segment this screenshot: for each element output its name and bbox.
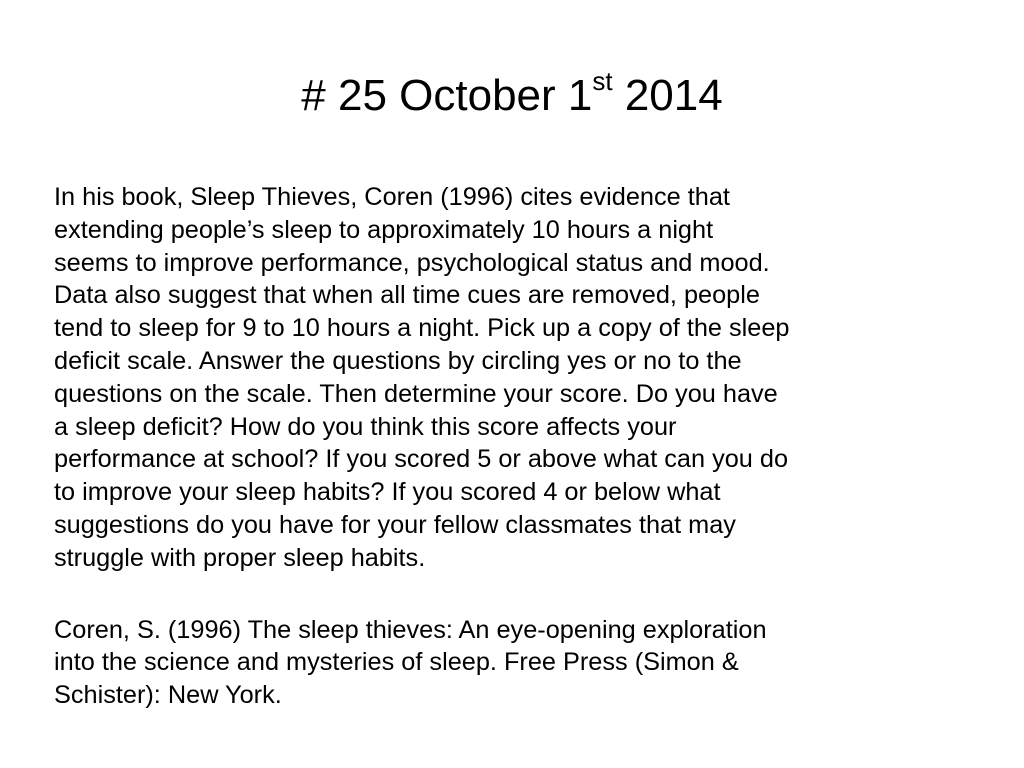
body-line: to improve your sleep habits? If you scored 4 or below what xyxy=(54,478,721,507)
body-paragraph xyxy=(54,181,972,575)
body-line: suggestions do you have for your fellow classmates that may xyxy=(54,510,736,539)
slide-title-suffix: 2014 xyxy=(612,71,723,120)
reference-line: into the science and mysteries of sleep. Free Press (Simon & xyxy=(54,648,739,677)
body-line: deficit scale. Answer the questions by circling yes or no to the xyxy=(54,346,742,375)
slide-content xyxy=(54,181,972,712)
reference-citation xyxy=(54,614,972,712)
slide-title xyxy=(0,66,1024,126)
reference-line: Coren, S. (1996) The sleep thieves: An eye-opening exploration xyxy=(54,615,767,644)
body-line: In his book, Sleep Thieves, Coren (1996) cites evidence that xyxy=(54,183,730,211)
slide-title-prefix: # 25 October 1 xyxy=(301,71,593,120)
body-line: performance at school? If you scored 5 or above what can you do xyxy=(54,445,789,474)
slide-title-superscript: st xyxy=(592,66,613,97)
body-line: tend to sleep for 9 to 10 hours a night. Pick up a copy of the sleep xyxy=(54,314,790,343)
body-line: questions on the scale. Then determine your score. Do you have xyxy=(54,379,778,408)
body-line: a sleep deficit? How do you think this score affects your xyxy=(54,412,677,441)
body-line: extending people’s sleep to approximately 10 hours a night xyxy=(54,215,714,244)
body-line: struggle with proper sleep habits. xyxy=(54,543,426,572)
body-line: Data also suggest that when all time cues are removed, people xyxy=(54,281,760,310)
reference-line: Schister): New York. xyxy=(54,681,282,710)
body-line: seems to improve performance, psychological status and mood. xyxy=(54,248,770,277)
